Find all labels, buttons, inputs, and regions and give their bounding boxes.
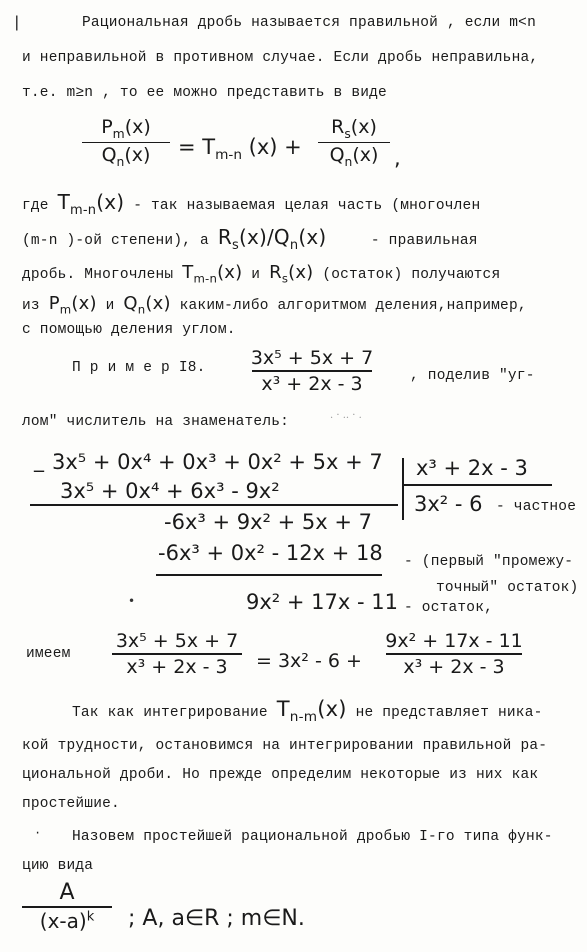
minus-sign: _ — [34, 448, 44, 472]
bullet-dot: · — [34, 826, 42, 840]
result-left-fraction: 3x⁵ + 5x + 7 x³ + 2x - 3 — [112, 630, 242, 678]
example-line2: лом" числитель на знаменатель: — [22, 414, 290, 430]
para2-line1: где $T_{m-n}(x)$ - так называемая целая часть (многочлен — [22, 190, 481, 218]
subtract-row: 3x⁵ + 0x⁴ + 6x³ - 9x² — [60, 479, 280, 503]
fraction-rs-qn: $R_s(x)$ $Q_n(x)$ — [318, 116, 390, 169]
intermediate-label-2: точный" остаток) — [436, 580, 579, 596]
tmn-term: = $T_{m-n}$ (x) + — [178, 135, 302, 164]
para1-line2: и неправильной в противном случае. Если дробь неправильна, — [22, 50, 539, 66]
para2-line2: (m-n )-ой степени), а $R_s(x)/Q_n(x)$ - правильная — [22, 225, 478, 253]
simple-fraction: A $(x-a)^k$ — [22, 880, 112, 933]
para3-line1: Так как интегрирование $T_{n-m}(x)$ не представляет ника- — [72, 697, 543, 726]
intermediate-label-1: - (первый "промежу- — [404, 554, 574, 570]
para4-line1: Назовем простейшей рациональной дробью I-го типа функ- — [72, 829, 553, 845]
para3-line3: циональной дроби. Но прежде определим некоторые из них как — [22, 767, 539, 783]
para1-line3: т.е. m≥n , то ее можно представить в виде — [22, 85, 387, 101]
para3-line2: кой трудности, остановимся на интегрировании правильной ра- — [22, 738, 548, 754]
para2-line3: дробь. Многочлены $T_{m-n}(x)$ и $R_s(x)$ (остаток) получаются — [22, 262, 501, 286]
divisor-vertical — [402, 458, 404, 520]
para2-line5: с помощью деления углом. — [22, 322, 236, 338]
para3-line4: простейшие. — [22, 796, 120, 812]
fraction-pm-qn: $P_m(x)$ $Q_n(x)$ — [82, 116, 170, 169]
subtract2-row: -6x³ + 0x² - 12x + 18 — [158, 541, 383, 565]
remainder1-row: -6x³ + 9x² + 5x + 7 — [164, 510, 372, 534]
result-prefix: имеем — [26, 646, 71, 662]
margin-mark: | — [12, 14, 22, 32]
division-rule-1 — [30, 504, 398, 506]
quotient-label: - частное — [496, 499, 577, 515]
divisor: x³ + 2x - 3 — [416, 456, 528, 480]
para2-line4: из $P_m(x)$ и $Q_n(x)$ каким-либо алгоритмом деления,например, — [22, 293, 527, 317]
example-after: , поделив "уг- — [410, 368, 535, 384]
remainder-label: - остаток, — [404, 600, 494, 616]
remainder-row: 9x² + 17x - 11 — [246, 590, 398, 614]
para4-line2: цию вида — [22, 858, 94, 874]
result-right-fraction: 9x² + 17x - 11 x³ + 2x - 3 — [385, 630, 523, 678]
example-fraction: 3x⁵ + 5x + 7 x³ + 2x - 3 — [250, 347, 374, 395]
para1-line1: Рациональная дробь называется правильной , если m<n — [82, 15, 536, 31]
result-middle: = 3x² - 6 + — [256, 650, 362, 672]
quotient: 3x² - 6 — [414, 492, 483, 516]
divisor-rule — [402, 484, 552, 486]
dividend-row: 3x⁵ + 0x⁴ + 0x³ + 0x² + 5x + 7 — [52, 450, 383, 474]
simple-fraction-conditions: ; A, a∈R ; m∈N. — [128, 906, 305, 931]
formula1-comma: , — [394, 146, 401, 170]
example-label: П р и м е р I8. — [72, 360, 206, 376]
division-rule-2 — [156, 574, 382, 576]
